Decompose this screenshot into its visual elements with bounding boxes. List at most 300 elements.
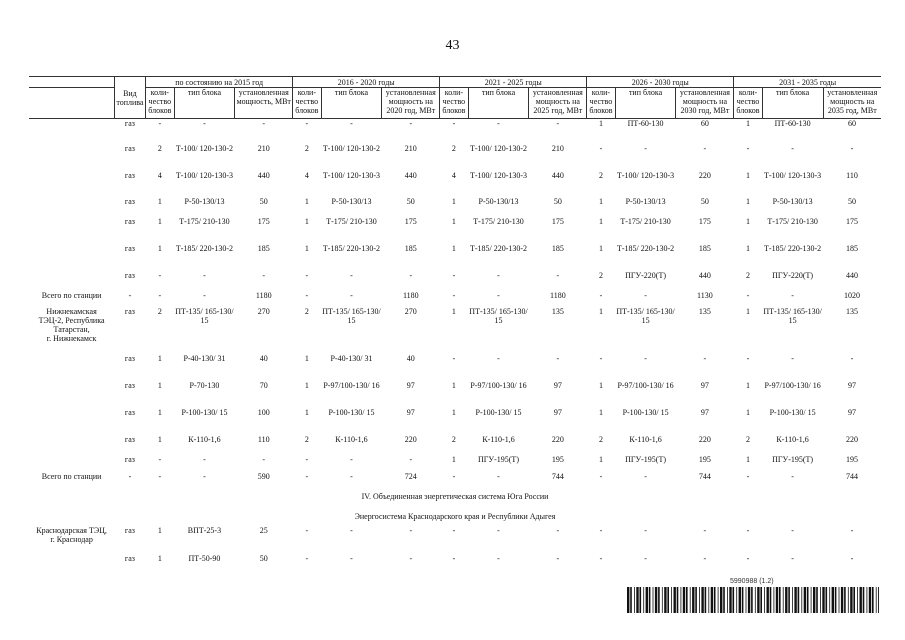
- installed-capacity: -: [409, 455, 413, 464]
- block-type: Р-97/100-130/ 16: [764, 381, 821, 390]
- header-fuel: Вид топлива: [114, 77, 145, 119]
- installed-capacity: -: [409, 554, 413, 563]
- station-name: [29, 307, 114, 354]
- block-count: 1: [598, 244, 603, 253]
- installed-capacity: -: [262, 455, 266, 464]
- installed-capacity: -: [850, 526, 854, 535]
- installed-capacity: 60: [700, 119, 709, 128]
- block-type: Т-100/ 120-130-3: [469, 171, 528, 180]
- block-count: -: [452, 554, 456, 563]
- installed-capacity: 220: [698, 171, 711, 180]
- fuel-type: -: [128, 291, 132, 300]
- installed-capacity: 744: [846, 472, 859, 481]
- installed-capacity: 590: [257, 472, 270, 481]
- header-capacity: установленная мощность на 2030 год, МВт: [676, 88, 734, 119]
- header-type: тип блока: [174, 88, 235, 119]
- installed-capacity: 175: [551, 217, 564, 226]
- installed-capacity: 185: [404, 244, 417, 253]
- header-count: коли-чество блоков: [587, 88, 615, 119]
- block-type: -: [791, 144, 794, 153]
- station-name-line: Нижнекамская: [46, 307, 97, 316]
- table-row: [29, 472, 881, 488]
- block-count: -: [158, 271, 162, 280]
- installed-capacity: 440: [551, 171, 564, 180]
- header-type: тип блока: [321, 88, 382, 119]
- block-count: 1: [745, 217, 750, 226]
- block-type: Т-185/ 220-130-2: [322, 244, 381, 253]
- block-count: 2: [157, 307, 162, 316]
- block-type: -: [350, 271, 353, 280]
- block-type: Т-100/ 120-130-3: [175, 171, 233, 180]
- fuel-type: газ: [124, 307, 135, 316]
- block-count: -: [599, 144, 603, 153]
- block-count: -: [305, 526, 309, 535]
- block-type: Р-97/100-130/ 16: [470, 381, 527, 390]
- installed-capacity: 97: [848, 381, 857, 390]
- table-row: [29, 554, 881, 574]
- installed-capacity: 135: [551, 307, 564, 316]
- installed-capacity: -: [850, 144, 854, 153]
- block-count: 2: [157, 144, 162, 153]
- block-type: Т-100/ 120-130-3: [764, 171, 822, 180]
- station-name: [29, 381, 114, 408]
- block-type: К-110-1,6: [482, 435, 515, 444]
- block-count: 1: [745, 408, 750, 417]
- block-count: 1: [745, 307, 750, 316]
- fuel-type: газ: [124, 554, 135, 563]
- installed-capacity: 195: [551, 455, 564, 464]
- block-type: Т-100/ 120-130-3: [617, 171, 675, 180]
- header-blank-2: [29, 88, 114, 119]
- table-row: [29, 381, 881, 408]
- header-period-2015: по состоянию на 2015 год: [146, 77, 293, 88]
- header-type: тип блока: [615, 88, 676, 119]
- block-type: ПТ-135/ 165-130/ 15: [469, 307, 528, 325]
- block-count: 1: [157, 408, 162, 417]
- block-count: 1: [745, 197, 750, 206]
- installed-capacity: -: [703, 526, 707, 535]
- block-type: ПТ-135/ 165-130/ 15: [175, 307, 234, 325]
- installed-capacity: 175: [698, 217, 711, 226]
- installed-capacity: 50: [259, 554, 268, 563]
- block-count: 1: [157, 354, 162, 363]
- capacity-table: [29, 76, 881, 574]
- station-name: [29, 526, 114, 554]
- installed-capacity: 40: [259, 354, 268, 363]
- block-type: -: [497, 472, 500, 481]
- block-type: Т-185/ 220-130-2: [175, 244, 233, 253]
- installed-capacity: -: [262, 119, 266, 128]
- barcode-image: [627, 587, 879, 613]
- block-type: ПТ-60-130: [774, 119, 811, 128]
- block-count: 2: [598, 171, 603, 180]
- block-type: ПТ-50-90: [188, 554, 221, 563]
- table-row: [29, 435, 881, 455]
- block-type: -: [497, 291, 500, 300]
- fuel-type: газ: [124, 435, 135, 444]
- block-type: Р-70-130: [189, 381, 220, 390]
- block-type: Р-97/100-130/ 16: [323, 381, 380, 390]
- table-row: [29, 144, 881, 171]
- fuel-type: газ: [124, 455, 135, 464]
- block-count: 1: [598, 408, 603, 417]
- installed-capacity: 440: [257, 171, 270, 180]
- installed-capacity: -: [703, 354, 707, 363]
- block-type: -: [203, 291, 206, 300]
- fuel-type: газ: [124, 244, 135, 253]
- block-type: Т-100/ 120-130-3: [322, 171, 381, 180]
- section-heading: Энергосистема Краснодарского края и Республики Адыгея: [354, 512, 556, 521]
- station-name: [29, 435, 114, 455]
- installed-capacity: -: [409, 119, 413, 128]
- block-count: -: [158, 455, 162, 464]
- installed-capacity: 724: [404, 472, 417, 481]
- header-capacity: установленная мощность на 2035 год, МВт: [823, 88, 881, 119]
- installed-capacity: 97: [700, 381, 709, 390]
- installed-capacity: 97: [553, 381, 562, 390]
- fuel-type: газ: [124, 144, 135, 153]
- block-count: 2: [745, 271, 750, 280]
- block-count: -: [746, 472, 750, 481]
- installed-capacity: 1130: [697, 291, 713, 300]
- block-type: Т-100/ 120-130-2: [469, 144, 528, 153]
- block-type: Р-100-130/ 15: [181, 408, 228, 417]
- block-count: -: [305, 554, 309, 563]
- installed-capacity: 440: [698, 271, 711, 280]
- block-type: ПГУ-195(Т): [625, 455, 667, 464]
- header-capacity: установленная мощность на 2025 год, МВт: [529, 88, 587, 119]
- table-row: [29, 271, 881, 291]
- table-row: [29, 408, 881, 435]
- block-count: -: [452, 291, 456, 300]
- block-type: Р-100-130/ 15: [622, 408, 669, 417]
- section-heading-row: [29, 508, 881, 526]
- installed-capacity: -: [703, 554, 707, 563]
- section-heading: IV. Объединенная энергетическая система Юга России: [361, 492, 549, 501]
- block-count: 1: [451, 307, 456, 316]
- block-type: ПТ-135/ 165-130/ 15: [763, 307, 822, 325]
- block-count: -: [746, 354, 750, 363]
- block-count: 1: [304, 408, 309, 417]
- installed-capacity: 1180: [549, 291, 566, 300]
- fuel-type: газ: [124, 171, 135, 180]
- installed-capacity: 97: [700, 408, 709, 417]
- block-count: -: [452, 526, 456, 535]
- installed-capacity: 210: [404, 144, 417, 153]
- block-count: 1: [157, 435, 162, 444]
- station-name: [29, 271, 114, 291]
- installed-capacity: 195: [846, 455, 859, 464]
- block-type: Т-175/ 210-130: [620, 217, 671, 226]
- block-count: -: [599, 354, 603, 363]
- block-count: 1: [598, 119, 603, 128]
- block-type: Т-185/ 220-130-2: [764, 244, 822, 253]
- block-count: -: [746, 144, 750, 153]
- installed-capacity: 60: [848, 119, 857, 128]
- installed-capacity: 97: [553, 408, 562, 417]
- header-period-2026-2030: 2026 - 2030 годы: [587, 77, 734, 88]
- barcode-label: 5990988 (1.2): [730, 578, 774, 585]
- block-type: ПТ-60-130: [627, 119, 664, 128]
- block-type: -: [350, 291, 353, 300]
- installed-capacity: 1180: [402, 291, 419, 300]
- installed-capacity: 97: [406, 381, 415, 390]
- block-count: 1: [451, 408, 456, 417]
- installed-capacity: 744: [551, 472, 564, 481]
- block-type: Т-175/ 210-130: [326, 217, 377, 226]
- block-type: ВПТ-25-3: [187, 526, 222, 535]
- installed-capacity: 70: [259, 381, 268, 390]
- table-header: [29, 77, 881, 119]
- installed-capacity: 175: [404, 217, 417, 226]
- header-type: тип блока: [468, 88, 529, 119]
- station-name: [29, 455, 114, 472]
- block-count: -: [305, 271, 309, 280]
- table-row: [29, 171, 881, 197]
- block-count: 1: [451, 381, 456, 390]
- block-count: 2: [304, 144, 309, 153]
- station-name: [29, 119, 114, 145]
- block-type: ПГУ-220(Т): [625, 271, 667, 280]
- installed-capacity: 50: [259, 197, 268, 206]
- installed-capacity: -: [556, 271, 560, 280]
- page-number: 43: [445, 38, 460, 53]
- block-count: -: [746, 526, 750, 535]
- installed-capacity: 210: [257, 144, 270, 153]
- block-count: 1: [598, 307, 603, 316]
- block-type: Р-97/100-130/ 16: [617, 381, 674, 390]
- section-heading-row: [29, 488, 881, 508]
- block-count: 1: [157, 381, 162, 390]
- table-row: [29, 119, 881, 145]
- block-count: 1: [157, 244, 162, 253]
- table-row: [29, 307, 881, 354]
- block-count: -: [158, 291, 162, 300]
- block-count: -: [599, 554, 603, 563]
- header-period-2031-2035: 2031 - 2035 годы: [734, 77, 881, 88]
- block-type: Т-185/ 220-130-2: [469, 244, 528, 253]
- block-count: 1: [745, 171, 750, 180]
- station-name: [29, 244, 114, 271]
- installed-capacity: 440: [846, 271, 859, 280]
- block-type: ПГУ-195(Т): [772, 455, 814, 464]
- installed-capacity: 97: [848, 408, 857, 417]
- table-row: [29, 217, 881, 244]
- block-count: 1: [304, 354, 309, 363]
- fuel-type: газ: [124, 526, 135, 535]
- block-type: -: [644, 526, 647, 535]
- block-count: 1: [745, 119, 750, 128]
- block-type: К-110-1,6: [335, 435, 368, 444]
- block-type: -: [350, 119, 353, 128]
- table-row: [29, 455, 881, 472]
- header-capacity: установленная мощность, МВт: [235, 88, 293, 119]
- block-count: 1: [451, 244, 456, 253]
- block-count: 1: [745, 244, 750, 253]
- installed-capacity: 440: [404, 171, 417, 180]
- table-row: [29, 291, 881, 307]
- installed-capacity: 220: [404, 435, 417, 444]
- installed-capacity: -: [262, 271, 266, 280]
- installed-capacity: 1020: [844, 291, 861, 300]
- installed-capacity: -: [850, 354, 854, 363]
- installed-capacity: -: [556, 119, 560, 128]
- installed-capacity: 100: [257, 408, 270, 417]
- header-count: коли-чество блоков: [146, 88, 174, 119]
- header-count: коли-чество блоков: [293, 88, 321, 119]
- block-count: -: [158, 119, 162, 128]
- block-count: 1: [745, 455, 750, 464]
- station-name: [29, 472, 114, 488]
- block-count: 4: [304, 171, 309, 180]
- block-type: -: [203, 455, 206, 464]
- block-type: Р-50-130/13: [331, 197, 372, 206]
- fuel-type: газ: [124, 354, 135, 363]
- block-count: -: [452, 472, 456, 481]
- header-capacity: установленная мощность на 2020 год, МВт: [382, 88, 440, 119]
- block-count: 1: [157, 554, 162, 563]
- installed-capacity: -: [703, 144, 707, 153]
- block-type: -: [350, 526, 353, 535]
- block-type: К-110-1,6: [776, 435, 809, 444]
- block-count: -: [452, 119, 456, 128]
- fuel-type: газ: [124, 197, 135, 206]
- table-row: [29, 354, 881, 381]
- installed-capacity: 185: [846, 244, 859, 253]
- station-name-line: Всего по станции: [41, 291, 102, 300]
- block-type: -: [497, 119, 500, 128]
- block-count: -: [305, 291, 309, 300]
- block-type: -: [497, 554, 500, 563]
- header-period-2016-2020: 2016 - 2020 годы: [293, 77, 440, 88]
- header-period-2021-2025: 2021 - 2025 годы: [440, 77, 587, 88]
- block-type: Т-100/ 120-130-2: [322, 144, 381, 153]
- block-type: -: [497, 354, 500, 363]
- block-type: -: [644, 144, 647, 153]
- station-name: [29, 408, 114, 435]
- block-type: Т-185/ 220-130-2: [617, 244, 675, 253]
- station-name-line: г. Нижнекамск: [46, 334, 97, 343]
- block-type: Р-40-130/ 31: [183, 354, 226, 363]
- block-type: Р-100-130/ 15: [328, 408, 375, 417]
- station-name: [29, 144, 114, 171]
- block-count: 1: [157, 526, 162, 535]
- table-body: [29, 119, 881, 575]
- station-name-line: г. Краснодар: [50, 535, 93, 544]
- block-count: -: [158, 472, 162, 481]
- installed-capacity: 97: [406, 408, 415, 417]
- installed-capacity: 220: [551, 435, 564, 444]
- block-type: -: [497, 526, 500, 535]
- installed-capacity: 220: [698, 435, 711, 444]
- station-name-line: Татарстан,: [53, 325, 90, 334]
- block-type: Р-50-130/13: [478, 197, 519, 206]
- block-type: ПГУ-195(Т): [478, 455, 519, 464]
- fuel-type: газ: [124, 381, 135, 390]
- block-count: 1: [451, 455, 456, 464]
- block-count: 1: [451, 197, 456, 206]
- block-type: Р-100-130/ 15: [475, 408, 522, 417]
- station-name: [29, 291, 114, 307]
- header-count: коли-чество блоков: [440, 88, 468, 119]
- fuel-type: газ: [124, 271, 135, 280]
- installed-capacity: 185: [257, 244, 270, 253]
- block-count: 4: [451, 171, 456, 180]
- installed-capacity: 270: [257, 307, 270, 316]
- fuel-type: газ: [124, 408, 135, 417]
- block-count: 1: [451, 217, 456, 226]
- block-type: -: [791, 554, 794, 563]
- installed-capacity: 50: [848, 197, 857, 206]
- block-type: К-110-1,6: [629, 435, 662, 444]
- block-type: -: [791, 526, 794, 535]
- block-count: -: [452, 354, 456, 363]
- installed-capacity: -: [850, 554, 854, 563]
- block-type: Р-40-130/ 31: [330, 354, 373, 363]
- block-type: -: [350, 554, 353, 563]
- installed-capacity: 744: [698, 472, 711, 481]
- header-blank: [29, 77, 114, 88]
- block-count: 1: [157, 197, 162, 206]
- block-type: -: [203, 271, 206, 280]
- block-count: 2: [598, 271, 603, 280]
- block-type: Т-175/ 210-130: [473, 217, 524, 226]
- installed-capacity: -: [409, 271, 413, 280]
- block-count: -: [599, 472, 603, 481]
- table-row: [29, 526, 881, 554]
- block-type: -: [791, 354, 794, 363]
- installed-capacity: 50: [700, 197, 709, 206]
- installed-capacity: -: [556, 354, 560, 363]
- block-type: -: [791, 291, 794, 300]
- block-type: -: [644, 291, 647, 300]
- fuel-type: -: [128, 472, 132, 481]
- station-name: [29, 217, 114, 244]
- installed-capacity: -: [409, 526, 413, 535]
- block-type: -: [644, 354, 647, 363]
- block-type: Р-50-130/13: [625, 197, 666, 206]
- block-count: 1: [598, 217, 603, 226]
- installed-capacity: 210: [551, 144, 564, 153]
- station-name: [29, 171, 114, 197]
- installed-capacity: 195: [698, 455, 711, 464]
- station-name: [29, 354, 114, 381]
- installed-capacity: 135: [846, 307, 859, 316]
- block-count: -: [305, 119, 309, 128]
- block-count: 4: [157, 171, 162, 180]
- block-count: 1: [157, 217, 162, 226]
- block-count: 1: [598, 381, 603, 390]
- block-type: -: [644, 472, 647, 481]
- block-count: 2: [598, 435, 603, 444]
- block-type: -: [791, 472, 794, 481]
- station-name: [29, 197, 114, 217]
- block-count: 2: [304, 307, 309, 316]
- block-type: ПГУ-220(Т): [772, 271, 814, 280]
- block-count: -: [599, 291, 603, 300]
- block-count: -: [305, 472, 309, 481]
- installed-capacity: 175: [257, 217, 270, 226]
- table-row: [29, 244, 881, 271]
- block-count: 1: [598, 197, 603, 206]
- block-type: Т-175/ 210-130: [179, 217, 230, 226]
- station-name-line: ТЭЦ-2, Республика: [38, 316, 105, 325]
- block-count: -: [452, 271, 456, 280]
- block-count: -: [599, 526, 603, 535]
- station-name: [29, 554, 114, 574]
- installed-capacity: 50: [406, 197, 415, 206]
- table-row: [29, 197, 881, 217]
